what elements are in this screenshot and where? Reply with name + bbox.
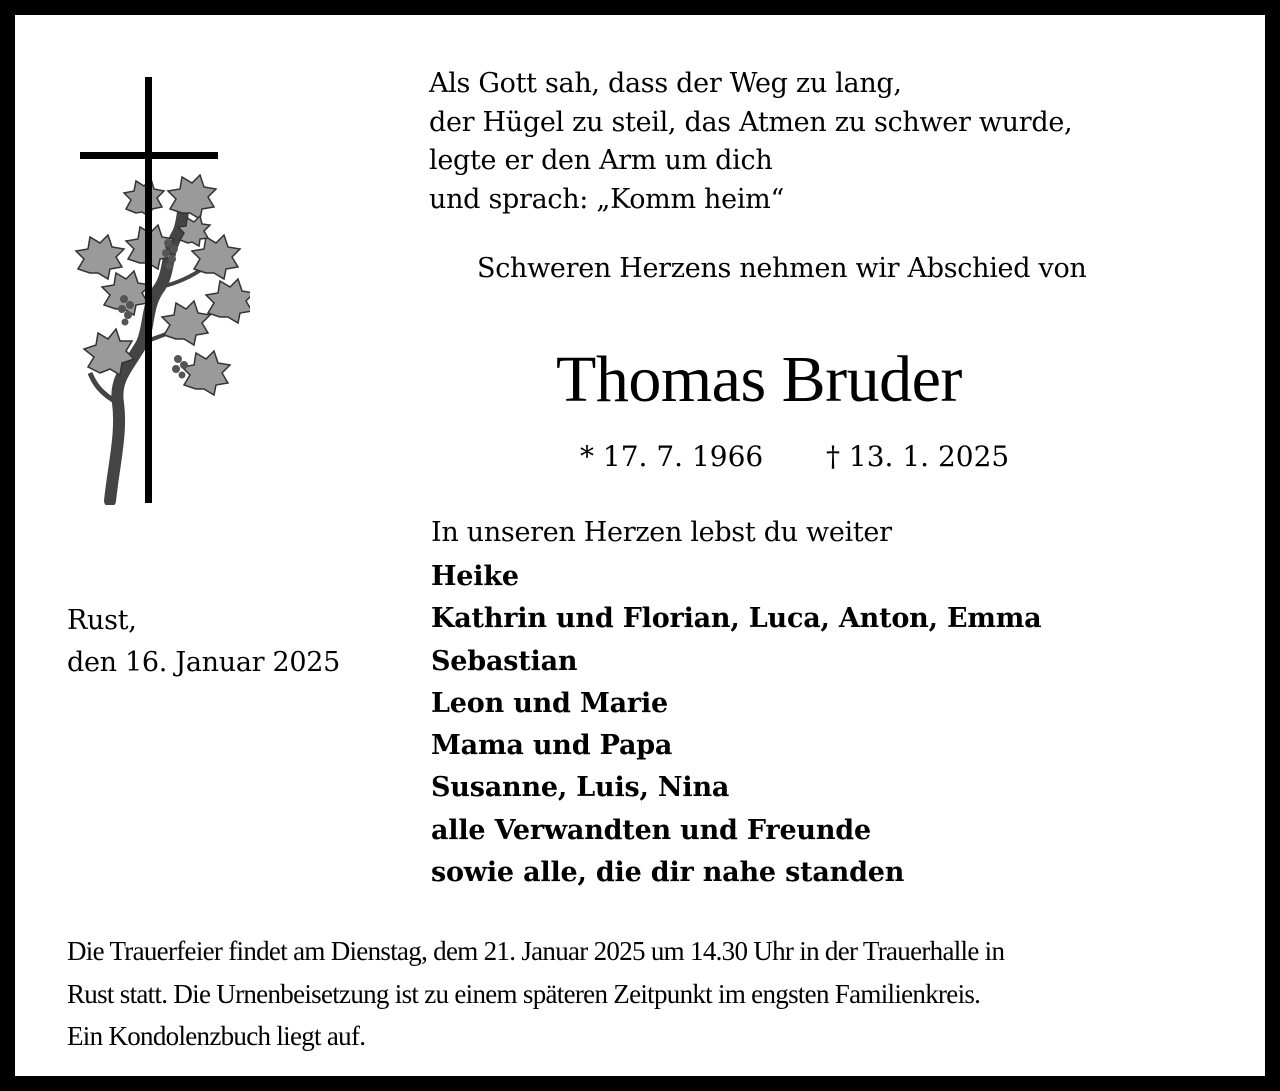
- service-line: Die Trauerfeier findet am Dienstag, dem 21. Januar 2025 um 14.30 Uhr in der Trauerhalle in: [67, 936, 1005, 966]
- mourner-entry: alle Verwandten und Freunde: [431, 814, 871, 846]
- mourner-entry: sowie alle, die dir nahe standen: [431, 857, 905, 889]
- place-city: Rust,: [67, 605, 137, 636]
- poem-line: legte er den Arm um dich: [429, 145, 773, 176]
- mourner-entry: Sebastian: [431, 645, 578, 677]
- service-line: Ein Kondolenzbuch liegt auf.: [67, 1021, 366, 1051]
- poem-line: und sprach: „Komm heim“: [429, 183, 784, 215]
- mourner-entry: Susanne, Luis, Nina: [431, 772, 730, 804]
- mourner-entry: Leon und Marie: [431, 687, 668, 719]
- poem-line: der Hügel zu steil, das Atmen zu schwer wurde,: [429, 106, 1073, 138]
- cross-with-grapevine-icon: [70, 73, 250, 505]
- closing-line: In unseren Herzen lebst du weiter: [431, 517, 892, 548]
- mourner-entry: Mama und Papa: [431, 730, 673, 762]
- place-and-date: [67, 600, 340, 684]
- deceased-name: Thomas Bruder: [556, 343, 962, 416]
- mourner-entry: Heike: [431, 561, 519, 592]
- mourners-list: [431, 556, 1041, 894]
- service-info: [67, 930, 1004, 1058]
- farewell-intro: Schweren Herzens nehmen wir Abschied von: [477, 253, 1087, 284]
- poem-line: Als Gott sah, dass der Weg zu lang,: [429, 68, 902, 99]
- poem: [429, 65, 1072, 219]
- birth-date: * 17. 7. 1966: [580, 440, 764, 473]
- service-line: Rust statt. Die Urnenbeisetzung ist zu einem späteren Zeitpunkt im engsten Familienkreis.: [67, 978, 981, 1009]
- death-date: † 13. 1. 2025: [826, 440, 1010, 473]
- mourner-entry: Kathrin und Florian, Luca, Anton, Emma: [431, 603, 1042, 635]
- place-date: den 16. Januar 2025: [67, 647, 341, 678]
